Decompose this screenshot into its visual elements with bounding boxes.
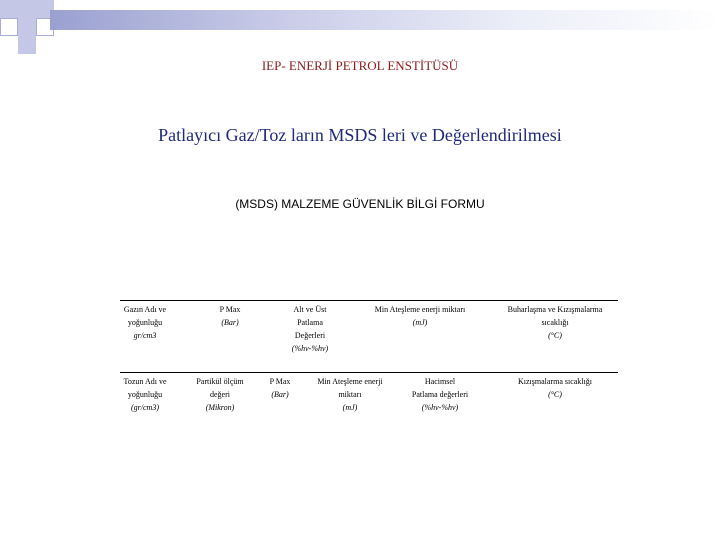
col-ignition-temperature: Kızışmalarma sıcaklığı (°C) bbox=[518, 377, 592, 399]
col-explosion-limits: Alt ve Üst Patlama Değerleri (%hv-%hv) bbox=[291, 305, 329, 353]
decor-square bbox=[18, 36, 36, 54]
col-dust-name: Tozun Adı ve yoğunluğu (gr/cm3) bbox=[123, 377, 167, 412]
dust-msds-table bbox=[120, 372, 618, 412]
page-title: Patlayıcı Gaz/Toz ların MSDS leri ve Değerlendirilmesi bbox=[158, 125, 562, 145]
gas-msds-table bbox=[120, 300, 618, 353]
col-min-ignition-energy: Min Ateşleme enerji miktarı (mJ) bbox=[317, 377, 383, 412]
institute-header: IEP- ENERJİ PETROL ENSTİTÜSÜ bbox=[261, 58, 459, 73]
col-min-ignition-energy: Min Ateşleme enerji miktarı (mJ) bbox=[374, 305, 466, 327]
col-volumetric-explosion: Hacimsel Patlama değerleri (%hv-%hv) bbox=[411, 377, 469, 412]
form-subtitle: (MSDS) MALZEME GÜVENLİK BİLGİ FORMU bbox=[235, 197, 485, 211]
decor-gradient-bar bbox=[50, 10, 720, 30]
col-pmax: P Max (Bar) bbox=[219, 305, 241, 327]
decor-square bbox=[18, 0, 36, 18]
decor-square bbox=[0, 0, 18, 18]
col-gas-name: Gazın Adı ve yoğunluğu gr/cm3 bbox=[123, 305, 167, 340]
col-ignition-temperature: Buharlaşma ve Kızışmalarma sıcaklığı (°C) bbox=[507, 305, 603, 340]
decor-square bbox=[0, 18, 18, 36]
decor-square bbox=[18, 18, 36, 36]
col-pmax: P Max (Bar) bbox=[269, 377, 291, 399]
col-particle-size: Partikül ölçüm değeri (Mikron) bbox=[196, 377, 244, 412]
